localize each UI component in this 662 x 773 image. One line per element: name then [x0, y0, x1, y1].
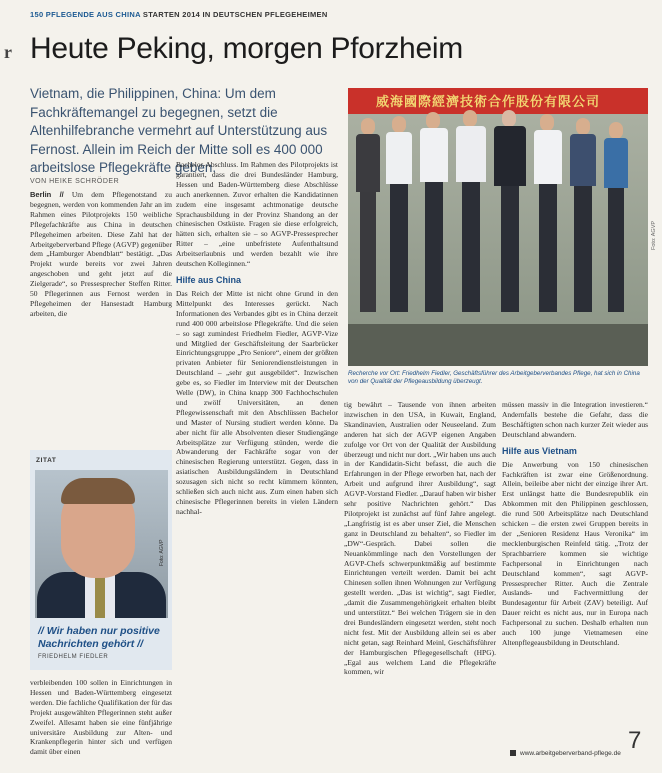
byline: VON HEIKE SCHRÖDER — [30, 178, 120, 185]
banner-text: 威海國際經濟技術合作股份有限公司 — [376, 95, 601, 110]
quote-label: ZITAT — [36, 457, 57, 464]
column-2-text-2: Das Reich der Mitte ist nicht ohne Grund in den Mittelpunkt des Interesses gerückt. Nach Informationen des Verbandes gibt es in China derzeit rund 400 000 arbeitslose Pflegekräfte. Und die seien – so sagt zumindest Friedhelm Fiedler, AGVP-Vize und Mitglied der Geschäftsleitung der Saarbrücker Einrichtungsgruppe „Pro Seniore“, einem der größten privaten Anbieter für Seniorendienstleistungen in Deutschland – „sehr gut ausgebildet“. Inzwischen gebe es, so Fiedler im Interview mit der Deutschen Welle (DW), in China knapp 300 Fachhochschulen und zwölf Universitäten, an denen Pflegewissenschaft mit den Abschlüssen Bachelor und Master of Nursing studiert werden könne. Da aber nicht für alle Absolventen dieser Studiengänge Arbeitsplätze zur Verfügung stünden, werde die Abwanderung der Fachkräfte sogar von der chinesischen Regierung unterstützt. Gegen, dass in asiatischen Ausbildungsländern in Deutschland sozusagen sich nicht so recht kümmern könnten, schließen sich auch nicht aus. Zum einen haben sich chinesische Pflegerinnen bereits in vielen Ländern nachhal- — [176, 288, 338, 516]
photo-caption: Recherche vor Ort: Friedhelm Fiedler, Geschäftsführer des Arbeitgeberverbandes Pflege, hat sich in China von der Qualität der Pflegeausbildung überzeugt. — [348, 370, 640, 385]
column-3 — [344, 400, 496, 768]
photo-credit: Foto: AGVP — [651, 220, 657, 250]
portrait-photo — [35, 470, 168, 618]
column-4-text-2: Die Anwerbung von 150 chinesischen Fachkräften ist zwar eine Größenordnung. Allein, beileibe aber nicht der einzige ihrer Art. Erst unlängst hatte die Bundesrepublik ein Abkommen mit den Philippinen geschlossen, die rund 500 Arbeitsplätze nach Deutschland schicken – die ersten zwei Gruppen bereits in der „Senioren Residenz Haus Veronika“ im mecklenburgischen Reinfeld tätig. „Trotz der Sprachbarriere kommen sie wichtige Fachpersonal in Einrichtungen nach Deutschland kommen“, sagt AGVP-Pressesprecher Ritter. Auch die Zentrale Auslands- und Fachvermittlung der Bundesagentur für Arbeit (ZAV) beteiligt. Auf Dauer reicht es nicht aus, nur in Europa nach Fachpersonal zu suchen. Deshalb erhalten nun auch 100 junge Vietnamesen eine Altenpflegeausbildung in Deutschland. — [502, 459, 648, 647]
photo-floor — [348, 324, 648, 366]
article-title: Heute Peking, morgen Pforzheim — [30, 32, 463, 65]
column-4-text-1: müssen massiv in die Integration investieren.“ Andernfalls bestehe die Gefahr, dass die Beschäftigten schon nach kurzer Zeit wieder aus Deutschland abwandern. — [502, 400, 648, 439]
kicker — [30, 10, 328, 19]
column-4 — [502, 400, 648, 745]
kicker-rest: STARTEN 2014 IN DEUTSCHEN PFLEGEHEIMEN — [140, 10, 328, 19]
column-3-text: tig bewährt – Tausende von ihnen arbeiten inzwischen in den USA, in Kuwait, England, Skandinavien, Australien oder Neuseeland. Zum anderen hat sich der AGVP eigenen Angaben zufolge vor Ort von der Qualität der Ausbildung überzeugt und nicht nur dort. „Wir haben uns auch in der Kandidatin-Sicht befasst, die auch die Erfahrungen in der Pflege erworben hat, nach der Arbeit und aufgrund ihrer Ausbildung“, sagt AGVP-Vorstand Fiedler. „Darauf haben wir bisher sehr positive Nachrichten gehört.“ Das Pilotprojekt ist zunächst auf fünf Jahre angelegt. „Langfristig ist es aber unser Ziel, die Menschen ganz in Deutschland zu behalten“, so Fiedler im „DW“-Gespräch. Dabei sollen die Neuankömmlinge nach den Vorstellungen der AGVP-Chefs schwerpunktmäßig auf bestimmte Einrichtungen verteilt werden. Damit bei acht Chinesen sollen ihnen Wohnungen zur Verfügung gestellt werden. „Das ist wichtig“, sagt Fiedler, „damit die Zusammengehörigkeit erhalten bleibt und unterstützt.“ Bei welchen Trägern sie in den drei Bundesländern eingesetzt werden, steht noch nicht fest. Mit der Ausbildung allein sei es aber nicht getan, sagt Reinhard Meinl, Geschäftsführer der Hamburgischen Pflegegesellschaft (HPG). „Egal aus welchem Land die Pflegekräfte kommen, wir — [344, 400, 496, 677]
subhead-china: Hilfe aus China — [176, 274, 242, 285]
margin-mark: r — [4, 42, 12, 62]
group-photo — [348, 88, 648, 366]
portrait-hair — [61, 478, 135, 504]
photo-banner — [348, 88, 648, 114]
column-2-text-1: Bachelor-Abschluss. Im Rahmen des Pilotprojekts ist garantiert, dass die drei Bundesländer Hamburg, Hessen und Baden-Württemberg diese Abschlüsse auch anerkennen. Zuvor erhalten die Kandidatinnen zudem eine insgesamt achtmonatige deutsche Sprachausbildung in der Provinz Shandong an der chinesischen Ostküste. Fragen sie diese erfolgreich, hätten sich, erhalten sie – so AGVP-Pressesprecher Ritter – „eine unbefristete Aufenthaltsund Arbeitserlaubnis und werden bezahlt wie ihre deutschen Kolleginnen.“ — [176, 160, 338, 269]
column-1 — [30, 190, 172, 445]
column-1-bottom — [30, 678, 172, 768]
column-1-paragraph — [30, 190, 172, 319]
quote-author: FRIEDHELM FIEDLER — [38, 654, 109, 660]
footer-link-text[interactable]: www.arbeitgeberverband-pflege.de — [520, 750, 621, 757]
dateline: Berlin // — [30, 190, 64, 199]
portrait-tie — [95, 576, 105, 618]
kicker-accent: 150 PFLEGENDE AUS CHINA — [30, 10, 141, 19]
column-1-text: Um dem Pflegenotstand zu begegnen, werden von kommenden Jahr an im Rahmen eines Pilotprojekts 150 weibliche Pflegefachkräfte aus China in deutschen Pflegeheimen arbeiten. Diese Zahl hat der Arbeitgeberverband Pflege (AGVP) gegenüber dem „Hamburger Abendblatt“ bestätigt. „Das Projekt wurde bereits vor zwei Jahren angeschoben und geht jetzt auf die Zielgerade“, so Pressesprecher Steffen Ritter. 50 Pflegerinnen aus Fernost werden in Pflegeheimen der Hansestadt Hamburg arbeiten, die — [30, 190, 172, 318]
lead-text: Vietnam, die Philippinen, China: Um dem Fachkräftemangel zu begegnen, setzt die Altenhilfebranche vermehrt auf Unterstützung aus Fernost. Allein im Reich der Mitte soll es 400 000 arbeitslose Pflegekräfte geben. — [30, 86, 328, 175]
pull-quote: // Wir haben nur positive Nachrichten gehört // — [38, 625, 160, 650]
portrait-credit: Foto: AGVP — [159, 539, 165, 566]
column-1-bottom-text: verbleibenden 100 sollen in Einrichtungen in Hessen und Baden-Württemberg eingesetzt werden. Die fachliche Qualifikation der für das Projekt ausgewählten Pflegerinnen steht außer Zweifel. Allesamt haben sie eine fünfjährige universitäre Ausbildung zur Alten- und Krankenpflegerin hinter sich und verfügen damit über einen — [30, 678, 172, 757]
footer-link[interactable] — [510, 750, 621, 758]
column-2 — [176, 160, 338, 768]
page-number: 7 — [628, 727, 642, 754]
bullet-square-icon — [510, 750, 516, 756]
subhead-vietnam: Hilfe aus Vietnam — [502, 445, 577, 456]
